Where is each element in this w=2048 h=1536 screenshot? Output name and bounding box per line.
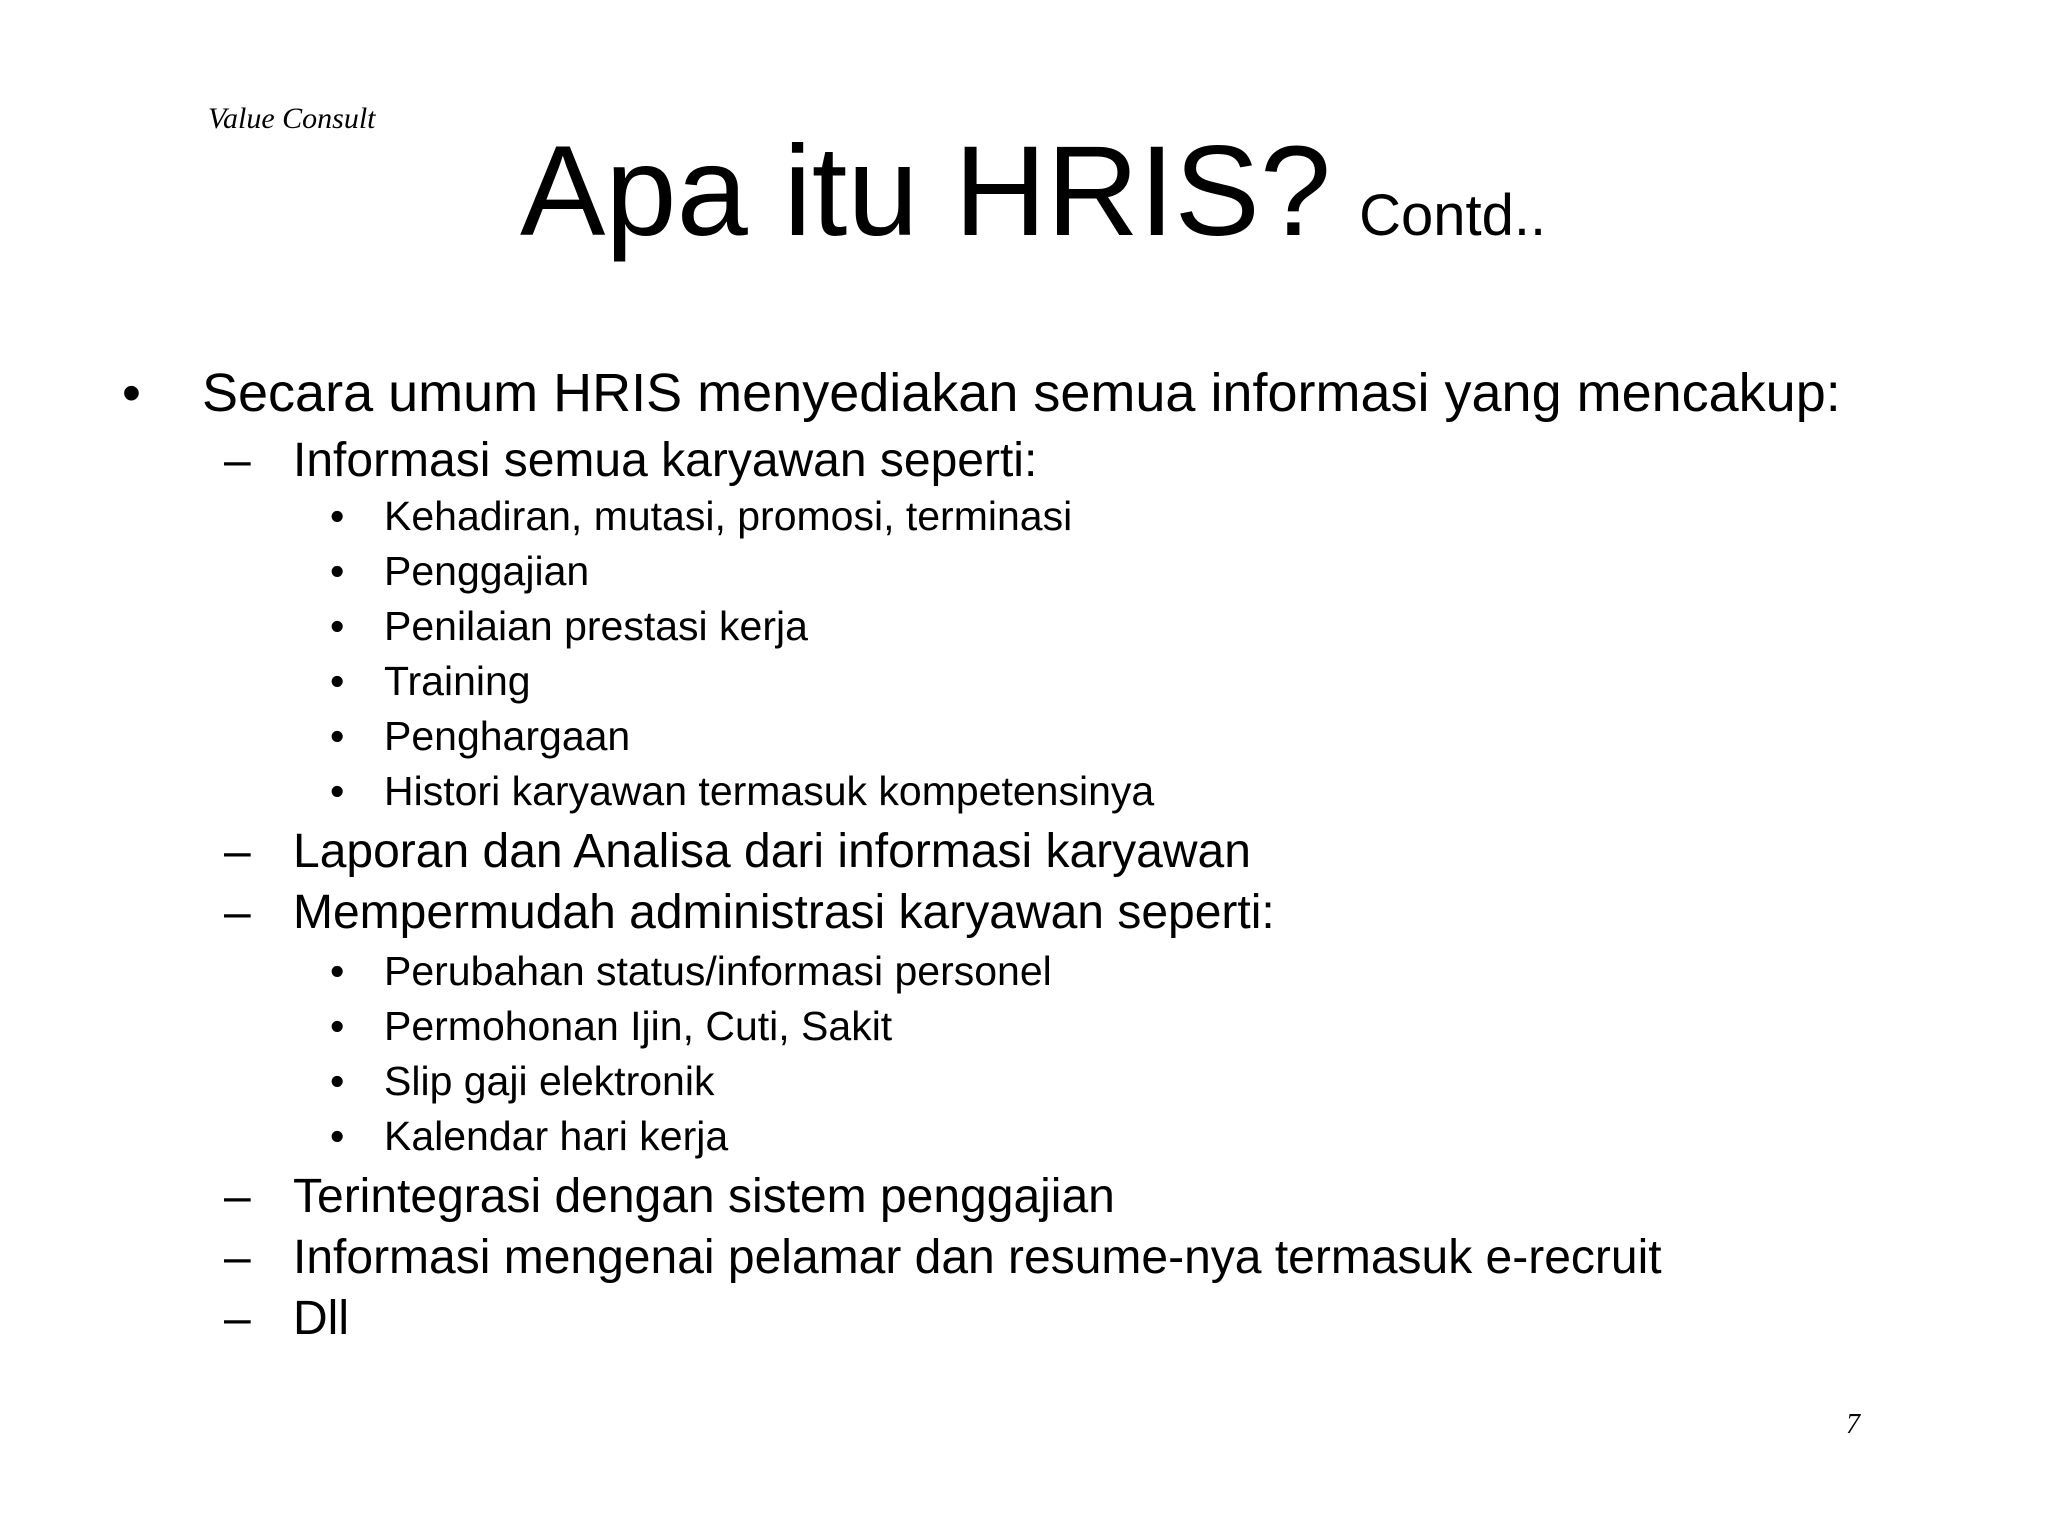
slide-title-suffix: Contd.. <box>1359 183 1547 248</box>
dash-marker: – <box>224 825 251 878</box>
bullet-marker: • <box>330 1113 345 1159</box>
list-item-text: Permohonan Ijin, Cuti, Sakit <box>384 1003 893 1049</box>
list-item-text: Informasi mengenai pelamar dan resume-nya termasuk e-recruit <box>293 1231 1662 1284</box>
list-item-text: Secara umum HRIS menyediakan semua informasi yang mencakup: <box>202 363 1841 423</box>
slide-title-main: Apa itu HRIS? <box>520 120 1332 263</box>
bullet-marker: • <box>330 948 345 994</box>
list-item-text: Informasi semua karyawan seperti: <box>293 434 1038 487</box>
list-item-text: Histori karyawan termasuk kompetensinya <box>384 768 1155 814</box>
bullet-marker: • <box>330 548 345 594</box>
list-item-text: Mempermudah administrasi karyawan seperti: <box>293 886 1275 939</box>
list-item-text: Penggajian <box>384 548 590 594</box>
dash-marker: – <box>224 434 251 487</box>
bullet-marker: • <box>330 603 345 649</box>
list-item-text: Penilaian prestasi kerja <box>384 603 808 649</box>
bullet-marker: • <box>330 493 345 539</box>
list-item-text: Training <box>384 658 531 704</box>
bullet-marker: • <box>330 713 345 759</box>
dash-marker: – <box>224 1292 251 1345</box>
brand-name: Value Consult <box>208 102 376 135</box>
list-item-text: Kalendar hari kerja <box>384 1113 729 1159</box>
list-item-text: Slip gaji elektronik <box>384 1058 715 1104</box>
bullet-marker: • <box>330 768 345 814</box>
dash-marker: – <box>224 886 251 939</box>
list-item-text: Kehadiran, mutasi, promosi, terminasi <box>384 493 1073 539</box>
bullet-marker: • <box>122 363 141 423</box>
list-item-text: Terintegrasi dengan sistem penggajian <box>293 1170 1115 1223</box>
dash-marker: – <box>224 1170 251 1223</box>
bullet-marker: • <box>330 658 345 704</box>
list-item-text: Penghargaan <box>384 713 631 759</box>
bullet-marker: • <box>330 1003 345 1049</box>
list-item-text: Dll <box>293 1292 349 1345</box>
list-item-text: Perubahan status/informasi personel <box>384 948 1052 994</box>
page-number: 7 <box>1846 1409 1860 1440</box>
dash-marker: – <box>224 1231 251 1284</box>
list-item-text: Laporan dan Analisa dari informasi karyawan <box>293 825 1251 878</box>
bullet-marker: • <box>330 1058 345 1104</box>
